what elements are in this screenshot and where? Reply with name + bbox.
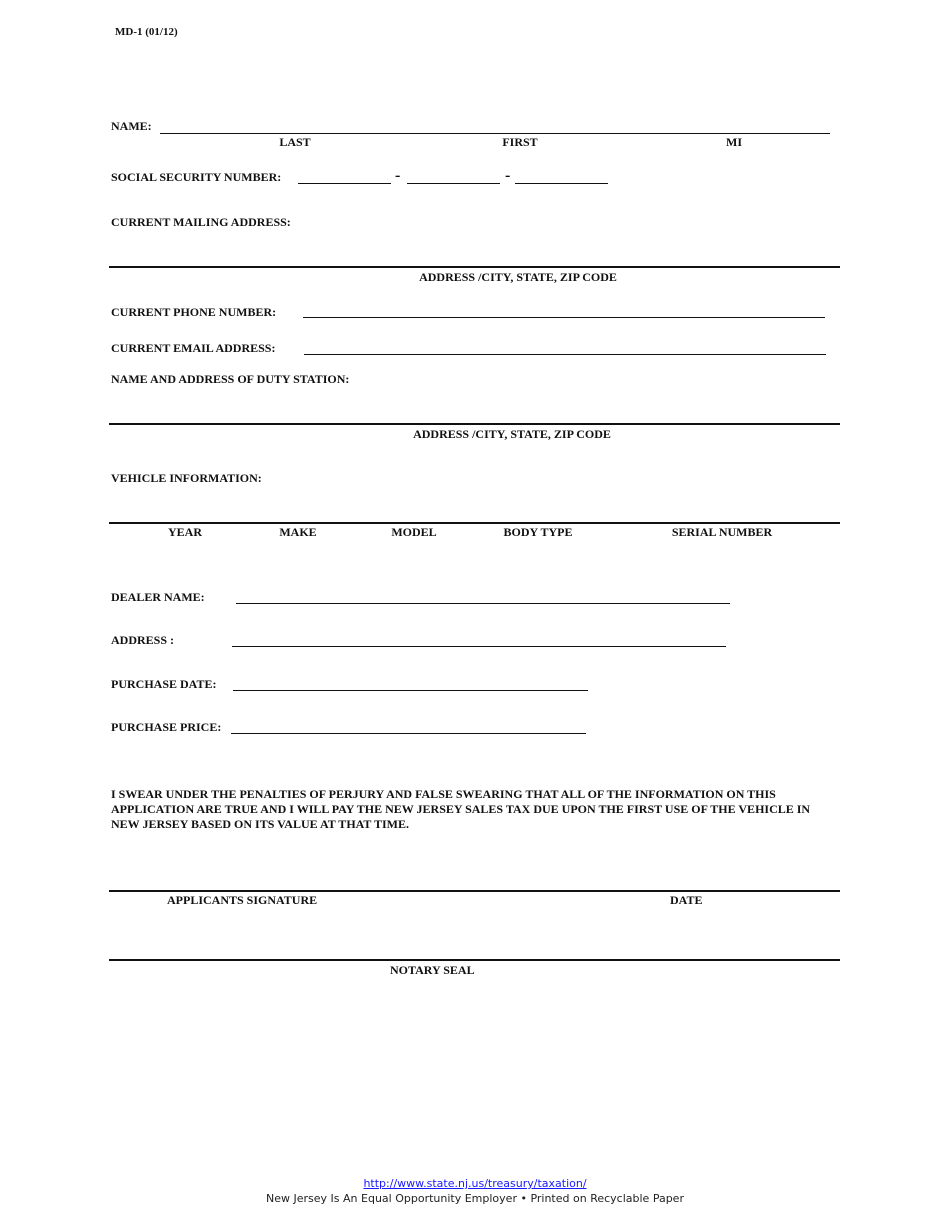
ssn-part1-line[interactable] bbox=[298, 183, 391, 184]
name-mi-caption: MI bbox=[726, 135, 742, 149]
ssn-separator-2: - bbox=[505, 167, 511, 184]
signature-date-label: DATE bbox=[670, 893, 703, 907]
purchase-date-line[interactable] bbox=[233, 690, 588, 691]
dealer-name-line[interactable] bbox=[236, 603, 730, 604]
footer-url-row bbox=[0, 1177, 950, 1191]
vehicle-col-year: YEAR bbox=[167, 525, 202, 539]
email-label: CURRENT EMAIL ADDRESS: bbox=[111, 341, 276, 355]
phone-label: CURRENT PHONE NUMBER: bbox=[111, 305, 277, 319]
mailing-address-caption: ADDRESS /CITY, STATE, ZIP CODE bbox=[419, 270, 617, 284]
vehicle-col-model: MODEL bbox=[391, 525, 437, 539]
ssn-part2-line[interactable] bbox=[407, 183, 500, 184]
purchase-price-line[interactable] bbox=[231, 733, 586, 734]
footer-tagline: New Jersey Is An Equal Opportunity Employer • Printed on Recyclable Paper bbox=[266, 1192, 684, 1205]
duty-station-line[interactable] bbox=[109, 423, 840, 425]
mailing-address-line[interactable] bbox=[109, 266, 840, 268]
notary-line bbox=[109, 959, 840, 961]
name-input-line[interactable] bbox=[160, 133, 830, 134]
taxation-website-link[interactable]: http://www.state.nj.us/treasury/taxation/ bbox=[363, 1177, 587, 1190]
perjury-declaration: I SWEAR UNDER THE PENALTIES OF PERJURY AND FALSE SWEARING THAT ALL OF THE INFORMATION ON THIS APPLICATION ARE TRUE AND I WILL PAY THE NEW JERSEY SALES TAX DUE UPON THE FIRST USE OF THE VEHICLE IN NEW JERSEY BASED ON ITS VALUE AT THAT TIME. bbox=[111, 787, 811, 831]
notary-seal-label: NOTARY SEAL bbox=[390, 963, 475, 977]
vehicle-info-line[interactable] bbox=[109, 522, 840, 524]
vehicle-col-make: MAKE bbox=[279, 525, 317, 539]
vehicle-col-serial-number: SERIAL NUMBER bbox=[671, 525, 773, 539]
dealer-address-label: ADDRESS : bbox=[111, 633, 175, 647]
name-first-caption: FIRST bbox=[502, 135, 538, 149]
name-last-caption: LAST bbox=[279, 135, 311, 149]
name-label: NAME: bbox=[111, 119, 152, 133]
duty-station-caption: ADDRESS /CITY, STATE, ZIP CODE bbox=[413, 427, 611, 441]
vehicle-info-label: VEHICLE INFORMATION: bbox=[111, 471, 262, 485]
purchase-price-label: PURCHASE PRICE: bbox=[111, 720, 222, 734]
dealer-name-label: DEALER NAME: bbox=[111, 590, 205, 604]
vehicle-col-body-type: BODY TYPE bbox=[503, 525, 573, 539]
mailing-address-label: CURRENT MAILING ADDRESS: bbox=[111, 215, 291, 229]
signature-line[interactable] bbox=[109, 890, 840, 892]
phone-input-line[interactable] bbox=[303, 317, 825, 318]
purchase-date-label: PURCHASE DATE: bbox=[111, 677, 217, 691]
duty-station-label: NAME AND ADDRESS OF DUTY STATION: bbox=[111, 372, 350, 386]
form-id: MD-1 (01/12) bbox=[115, 26, 178, 38]
dealer-address-line[interactable] bbox=[232, 646, 726, 647]
applicant-signature-label: APPLICANTS SIGNATURE bbox=[167, 893, 318, 907]
ssn-part3-line[interactable] bbox=[515, 183, 608, 184]
email-input-line[interactable] bbox=[304, 354, 826, 355]
ssn-separator-1: - bbox=[395, 167, 401, 184]
ssn-label: SOCIAL SECURITY NUMBER: bbox=[111, 170, 282, 184]
